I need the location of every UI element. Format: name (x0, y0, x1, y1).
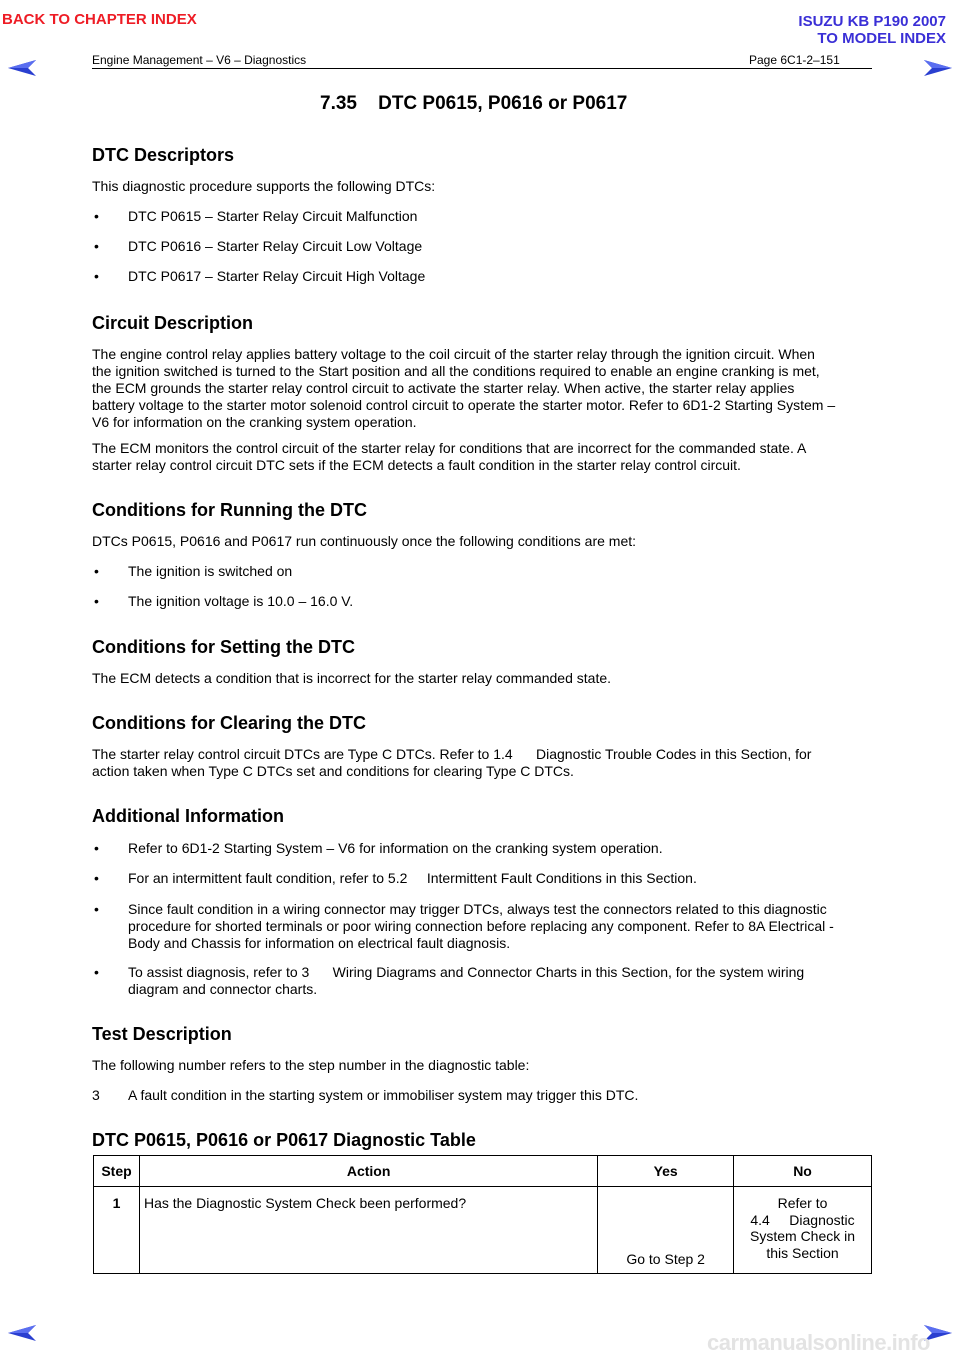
model-title: ISUZU KB P190 2007 (798, 13, 946, 30)
test-description-intro: The following number refers to the step number in the diagnostic table: (92, 1057, 530, 1073)
action-cell: Has the Diagnostic System Check been performed? (139, 1187, 597, 1274)
previous-page-arrow-bottom-icon[interactable] (6, 1323, 38, 1343)
conditions-running-heading: Conditions for Running the DTC (92, 500, 367, 520)
table-header-row (94, 1156, 872, 1187)
additional-information-heading: Additional Information (92, 806, 284, 826)
column-header-yes: Yes (598, 1156, 734, 1187)
page-title: 7.35 DTC P0615, P0616 or P0617 (320, 93, 628, 114)
header-section-title: Engine Management – V6 – Diagnostics (92, 53, 307, 67)
test-description-heading: Test Description (92, 1024, 232, 1044)
step-cell: 1 (94, 1187, 140, 1274)
watermark: carmanualsonline.info (707, 1330, 930, 1355)
column-header-step: Step (94, 1156, 140, 1187)
conditions-setting-text: The ECM detects a condition that is incorrect for the starter relay commanded state. (92, 670, 612, 686)
previous-page-arrow-icon[interactable] (6, 58, 38, 78)
header-page-number: Page 6C1-2–151 (749, 53, 840, 67)
back-to-chapter-index-link[interactable]: BACK TO CHAPTER INDEX (2, 11, 197, 28)
dtc-descriptors-intro: This diagnostic procedure supports the following DTCs: (92, 178, 436, 194)
diagnostic-table (93, 1155, 872, 1274)
to-model-index-label[interactable]: TO MODEL INDEX (817, 30, 946, 47)
circuit-description-heading: Circuit Description (92, 313, 254, 333)
conditions-clearing-text: The starter relay control circuit DTCs are Type C DTCs. Refer to 1.4 Diagnostic Trouble Codes in this Section, for action taken when Type C DTCs set and conditions for clearing Type C DTCs. (92, 746, 812, 779)
circuit-description-paragraph-2: The ECM monitors the control circuit of the starter relay for conditions that are incorrect for the commanded state. A starter relay control circuit DTC sets if the ECM detects a fault condition in the starter relay control circuit. (92, 440, 807, 473)
circuit-description-paragraph-1: The engine control relay applies battery voltage to the coil circuit of the starter relay through the ignition circuit. When the ignition switched is turned to the Start position and all the conditions required to enable an engine cranking is met, the ECM grounds the starter relay control circuit to activate the starter relay. When active, the starter relay applies battery voltage to the starter motor solenoid control circuit to operate the starter motor. Refer to 6D1-2 Starting System – V6 for information on the cranking system operation. (92, 346, 836, 430)
no-cell[interactable]: Refer to 4.4 Diagnostic System Check in this Section (734, 1187, 872, 1274)
model-index-link[interactable] (798, 13, 946, 47)
next-page-arrow-icon[interactable] (922, 58, 954, 78)
header-divider (92, 68, 872, 69)
dtc-descriptors-heading: DTC Descriptors (92, 145, 235, 165)
column-header-no: No (734, 1156, 872, 1187)
column-header-action: Action (139, 1156, 597, 1187)
table-row (94, 1187, 872, 1274)
diagnostic-table-heading: DTC P0615, P0616 or P0617 Diagnostic Table (92, 1130, 476, 1150)
yes-cell[interactable]: Go to Step 2 (598, 1187, 734, 1274)
conditions-clearing-heading: Conditions for Clearing the DTC (92, 713, 366, 733)
conditions-running-intro: DTCs P0615, P0616 and P0617 run continuously once the following conditions are met: (92, 533, 637, 549)
conditions-setting-heading: Conditions for Setting the DTC (92, 637, 355, 657)
